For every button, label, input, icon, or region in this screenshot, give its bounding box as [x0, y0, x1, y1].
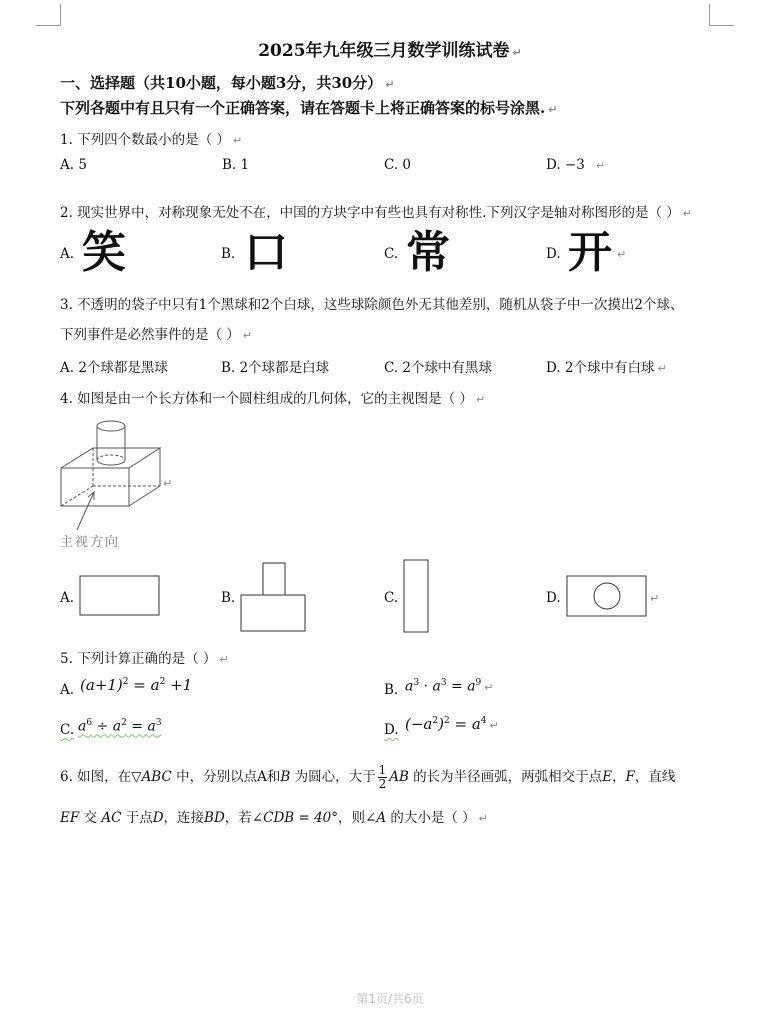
question-3-stem-line-2: 下列事件是必然事件的是（ ） ↵: [60, 327, 253, 343]
question-1-stem: 1. 下列四个数最小的是（ ） ↵: [60, 132, 243, 148]
question-4-option-b-label: B.: [221, 590, 236, 606]
option-b-bottom-rect: [241, 595, 305, 631]
option-c-tall-rect: [404, 560, 428, 632]
question-3-option-b: B. 2个球都是白球: [221, 360, 330, 376]
question-2-option-b-label: B.: [221, 246, 236, 262]
question-5-option-c-formula: $a^6 \div a^2 = a^3$: [78, 718, 162, 735]
question-5-option-b-label: B.: [384, 682, 399, 698]
figure-caption: 主视方向: [60, 535, 121, 550]
question-6-stem-line-2: EF 交 AC 于点D，连接BD，若∠CDB = 40°，则∠A 的大小是（ ） ↵: [60, 810, 488, 826]
question-2-option-c-label: C.: [384, 246, 399, 262]
question-2-option-a-label: A.: [60, 246, 75, 262]
paragraph-mark: ↵: [163, 477, 173, 490]
question-2-stem: 2. 现实世界中，对称现象无处不在，中国的方块字中有些也具有对称性.下列汉字是轴对称图形的是（ ） ↵: [60, 205, 692, 221]
paragraph-mark: ↵: [650, 592, 660, 605]
question-3-stem-line-1: 3. 不透明的袋子中只有1个黑球和2个白球，这些球除颜色外无其他差别，随机从袋子中一次摸出2个球、: [60, 297, 684, 313]
question-4-option-d-label: D.: [546, 590, 561, 606]
question-2-option-d-label: D.: [546, 246, 561, 262]
page-title: 2025年九年级三月数学训练试卷 ↵: [258, 41, 522, 61]
question-2-option-a-char: 笑: [82, 227, 126, 278]
option-d-circle: [594, 583, 620, 609]
question-4-option-c-label: C.: [384, 590, 399, 606]
option-c: C. 0: [384, 157, 412, 173]
question-5-stem: 5. 下列计算正确的是（ ） ↵: [60, 651, 229, 667]
question-5-option-a-label: A.: [60, 682, 75, 698]
question-5-option-d-formula: $(-a^2)^2 = a^4$ ↵: [405, 715, 499, 733]
question-5-option-d-label: D.: [384, 722, 399, 738]
question-5-option-b-formula: $a^3 \cdot a^3 = a^9$ ↵: [405, 678, 494, 695]
question-3-option-a: A. 2个球都是黑球: [60, 360, 168, 376]
paragraph-mark: ↵: [617, 248, 627, 261]
question-6-stem-line-1: 6. 如图，在▽ABC 中，分别以点A和B 为圆心，大于 $\frac{1}{2}$ AB 的长为半径画弧，两弧相交于点E，F，直线: [60, 763, 676, 791]
question-2-option-d-char: 开: [568, 227, 612, 278]
question-3-option-d: D. 2个球中有白球 ↵: [546, 360, 667, 376]
option-d-rectangle: [567, 576, 646, 616]
question-3-option-c: C. 2个球中有黑球: [384, 360, 493, 376]
section-instruction: 下列各题中有且只有一个正确答案，请在答题卡上将正确答案的标号涂黑. ↵: [60, 99, 558, 117]
section-heading: 一、选择题（共10小题，每小题3分，共30分） ↵: [60, 74, 395, 92]
question-2-option-c-char: 常: [406, 227, 450, 278]
question-5-option-c-label: C.: [60, 722, 75, 738]
option-b: B. 1: [222, 157, 250, 173]
option-a: A. 5: [60, 157, 87, 173]
option-b-top-rect: [263, 563, 285, 595]
option-a-rectangle: [80, 576, 159, 615]
question-5-option-a-formula: $(a+1)^2 = a^2 +1$: [80, 676, 193, 694]
question-4-option-a-label: A.: [60, 590, 75, 606]
question-2-option-b-char: 口: [244, 227, 288, 278]
option-d: D. −3: [546, 157, 585, 173]
question-4-stem: 4. 如图是由一个长方体和一个圆柱组成的几何体，它的主视图是（ ） ↵: [60, 391, 486, 407]
paragraph-mark: ↵: [596, 159, 606, 172]
page-footer: 第1页/共6页: [356, 992, 424, 1006]
